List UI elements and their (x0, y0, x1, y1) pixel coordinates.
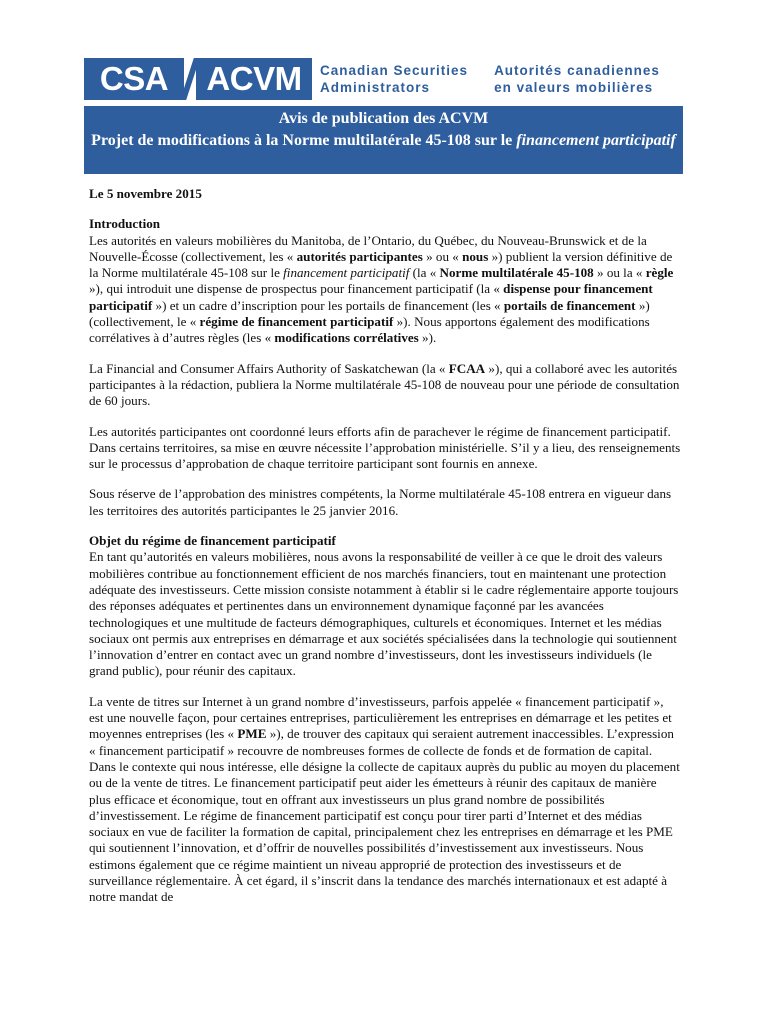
text-run: » ou « (422, 248, 463, 264)
defined-term: FCAA (448, 360, 486, 376)
notice-title-italic: financement participatif (516, 132, 676, 149)
logo-slash-divider (184, 58, 196, 100)
agency-en-line2: Administrators (320, 80, 431, 95)
text-run: ») (collectivement, le « (89, 297, 650, 330)
text-run: »). Nous apportons également des modifications corrélatives à d’autres règles (les « (89, 314, 650, 346)
italic-text: financement participatif (283, 265, 410, 281)
defined-term: autorités participantes (296, 248, 423, 264)
text-run: Les autorités en valeurs mobilières du Manitoba, de l’Ontario, du Québec, du Nouveau-Brunswick et de la Nouvelle-Écosse (collectivement, les « (89, 232, 647, 264)
defined-term: règle (645, 265, 674, 281)
agency-fr-line2: en valeurs mobilières (494, 80, 654, 95)
agency-name-english (320, 58, 468, 100)
notice-title-banner (84, 106, 683, 174)
text-run: »). (418, 330, 437, 346)
text-run: »), qui a collaboré avec les autorités participantes à la rédaction, publiera la Norme multilatérale 45-108 de nouveau pour une période de consultation de 60 jours. (89, 360, 680, 409)
defined-term: nous (462, 248, 489, 264)
intro-paragraph-1 (89, 233, 681, 347)
text-run: La vente de titres sur Internet à un grand nombre d’investisseurs, parfois appelée « financement participatif », est une nouvelle façon, pour certaines entreprises, particulièrement les entreprises en démarrage et les petites et moyennes entreprises (les « (89, 693, 672, 742)
text-run: (la « (409, 265, 440, 281)
notice-title-line1: Avis de publication des ACVM (278, 110, 489, 127)
text-run: »), qui introduit une dispense de prospectus pour financement participatif (la « (89, 281, 504, 297)
document-body (89, 186, 681, 920)
notice-title-line2 (84, 130, 683, 152)
notice-title-prefix: Projet de modifications à la Norme multilatérale 45-108 sur le (91, 132, 517, 149)
csa-logo: CSA (84, 58, 184, 100)
agency-en-line1: Canadian Securities (320, 63, 469, 78)
text-run: ») publient la version définitive de la Norme multilatérale 45-108 sur le (89, 248, 673, 281)
intro-paragraph-4: Sous réserve de l’approbation des ministres compétents, la Norme multilatérale 45-108 entrera en vigueur dans les territoires des autorités participantes le 25 janvier 2016. (89, 486, 672, 518)
intro-paragraph-2 (89, 361, 681, 410)
text-run: » ou la « (593, 265, 646, 281)
defined-term: régime de financement participatif (199, 314, 394, 330)
text-run: »), de trouver des capitaux qui seraient autrement inaccessibles. L’expression « financement participatif » recouvre de nombreuses formes de collecte de fonds et de formation de capital. Dans le contexte qui nous intéresse, elle désigne la collecte de capitaux auprès du public au moyen du placement ou de la vente de titres. Le financement participatif peut aider les émetteurs à réunir des capitaux de manière plus efficace et économique, tout en offrant aux investisseurs un plus grand nombre de possibilités d’investissement. Le régime de financement participatif est conçu pour tirer parti d’Internet et des médias sociaux en vue de faciliter la formation de capital, principalement chez les entreprises en démarrage et les PME qui soutiennent l’innovation, et d’offrir de nouvelles possibilités d’investissement aux investisseurs. Nous estimons également que ce régime maintient un niveau approprié de protection des investisseurs et de surveillance réglementaire. À cet égard, il s’inscrit dans la tendance des marchés internationaux et est adapté à notre mandat de (89, 726, 680, 905)
publication-date: Le 5 novembre 2015 (89, 186, 202, 201)
defined-term: PME (237, 726, 267, 742)
agency-fr-line1: Autorités canadiennes (494, 63, 660, 78)
text-run: La Financial and Consumer Affairs Authority of Saskatchewan (la « (89, 360, 449, 376)
acvm-logo: ACVM (196, 58, 312, 100)
section-heading-objet: Objet du régime de financement participatif (89, 533, 336, 549)
text-run: ») et un cadre d’inscription pour les portails de financement (les « (152, 297, 504, 313)
defined-term: Norme multilatérale 45-108 (439, 265, 594, 281)
agency-name-french (494, 58, 660, 100)
defined-term: modifications corrélatives (274, 330, 419, 346)
objet-paragraph-2 (89, 694, 681, 906)
objet-paragraph-1: En tant qu’autorités en valeurs mobilières, nous avons la responsabilité de veiller à ce que le droit des valeurs mobilières contribue au fonctionnement efficient de nos marchés financiers, tout en maintenant une protection adéquate des investisseurs. Cette mission consiste notamment à établir si le cadre réglementaire apporte toujours des réponses adéquates et pertinentes dans un environnement dynamique façonné par les avancées technologiques et une multitude de facteurs démographiques, culturels et économiques. Internet et les médias sociaux ont permis aux entreprises en démarrage et aux sociétés spécialisées dans la technologie qui soutiennent l’innovation d’entrer en contact avec un grand nombre d’investisseurs, dont les investisseurs individuels (le grand public), pour réunir des capitaux. (89, 549, 679, 679)
section-heading-introduction: Introduction (89, 216, 161, 232)
intro-paragraph-3: Les autorités participantes ont coordonné leurs efforts afin de parachever le régime de financement participatif. Dans certains territoires, sa mise en œuvre nécessite l’approbation ministérielle. S’il y a lieu, des renseignements sur le processus d’approbation de chaque territoire participant sont fournis en annexe. (89, 423, 681, 472)
defined-term: portails de financement (503, 297, 636, 313)
letterhead (84, 58, 694, 100)
defined-term: dispense pour financement participatif (89, 281, 653, 313)
